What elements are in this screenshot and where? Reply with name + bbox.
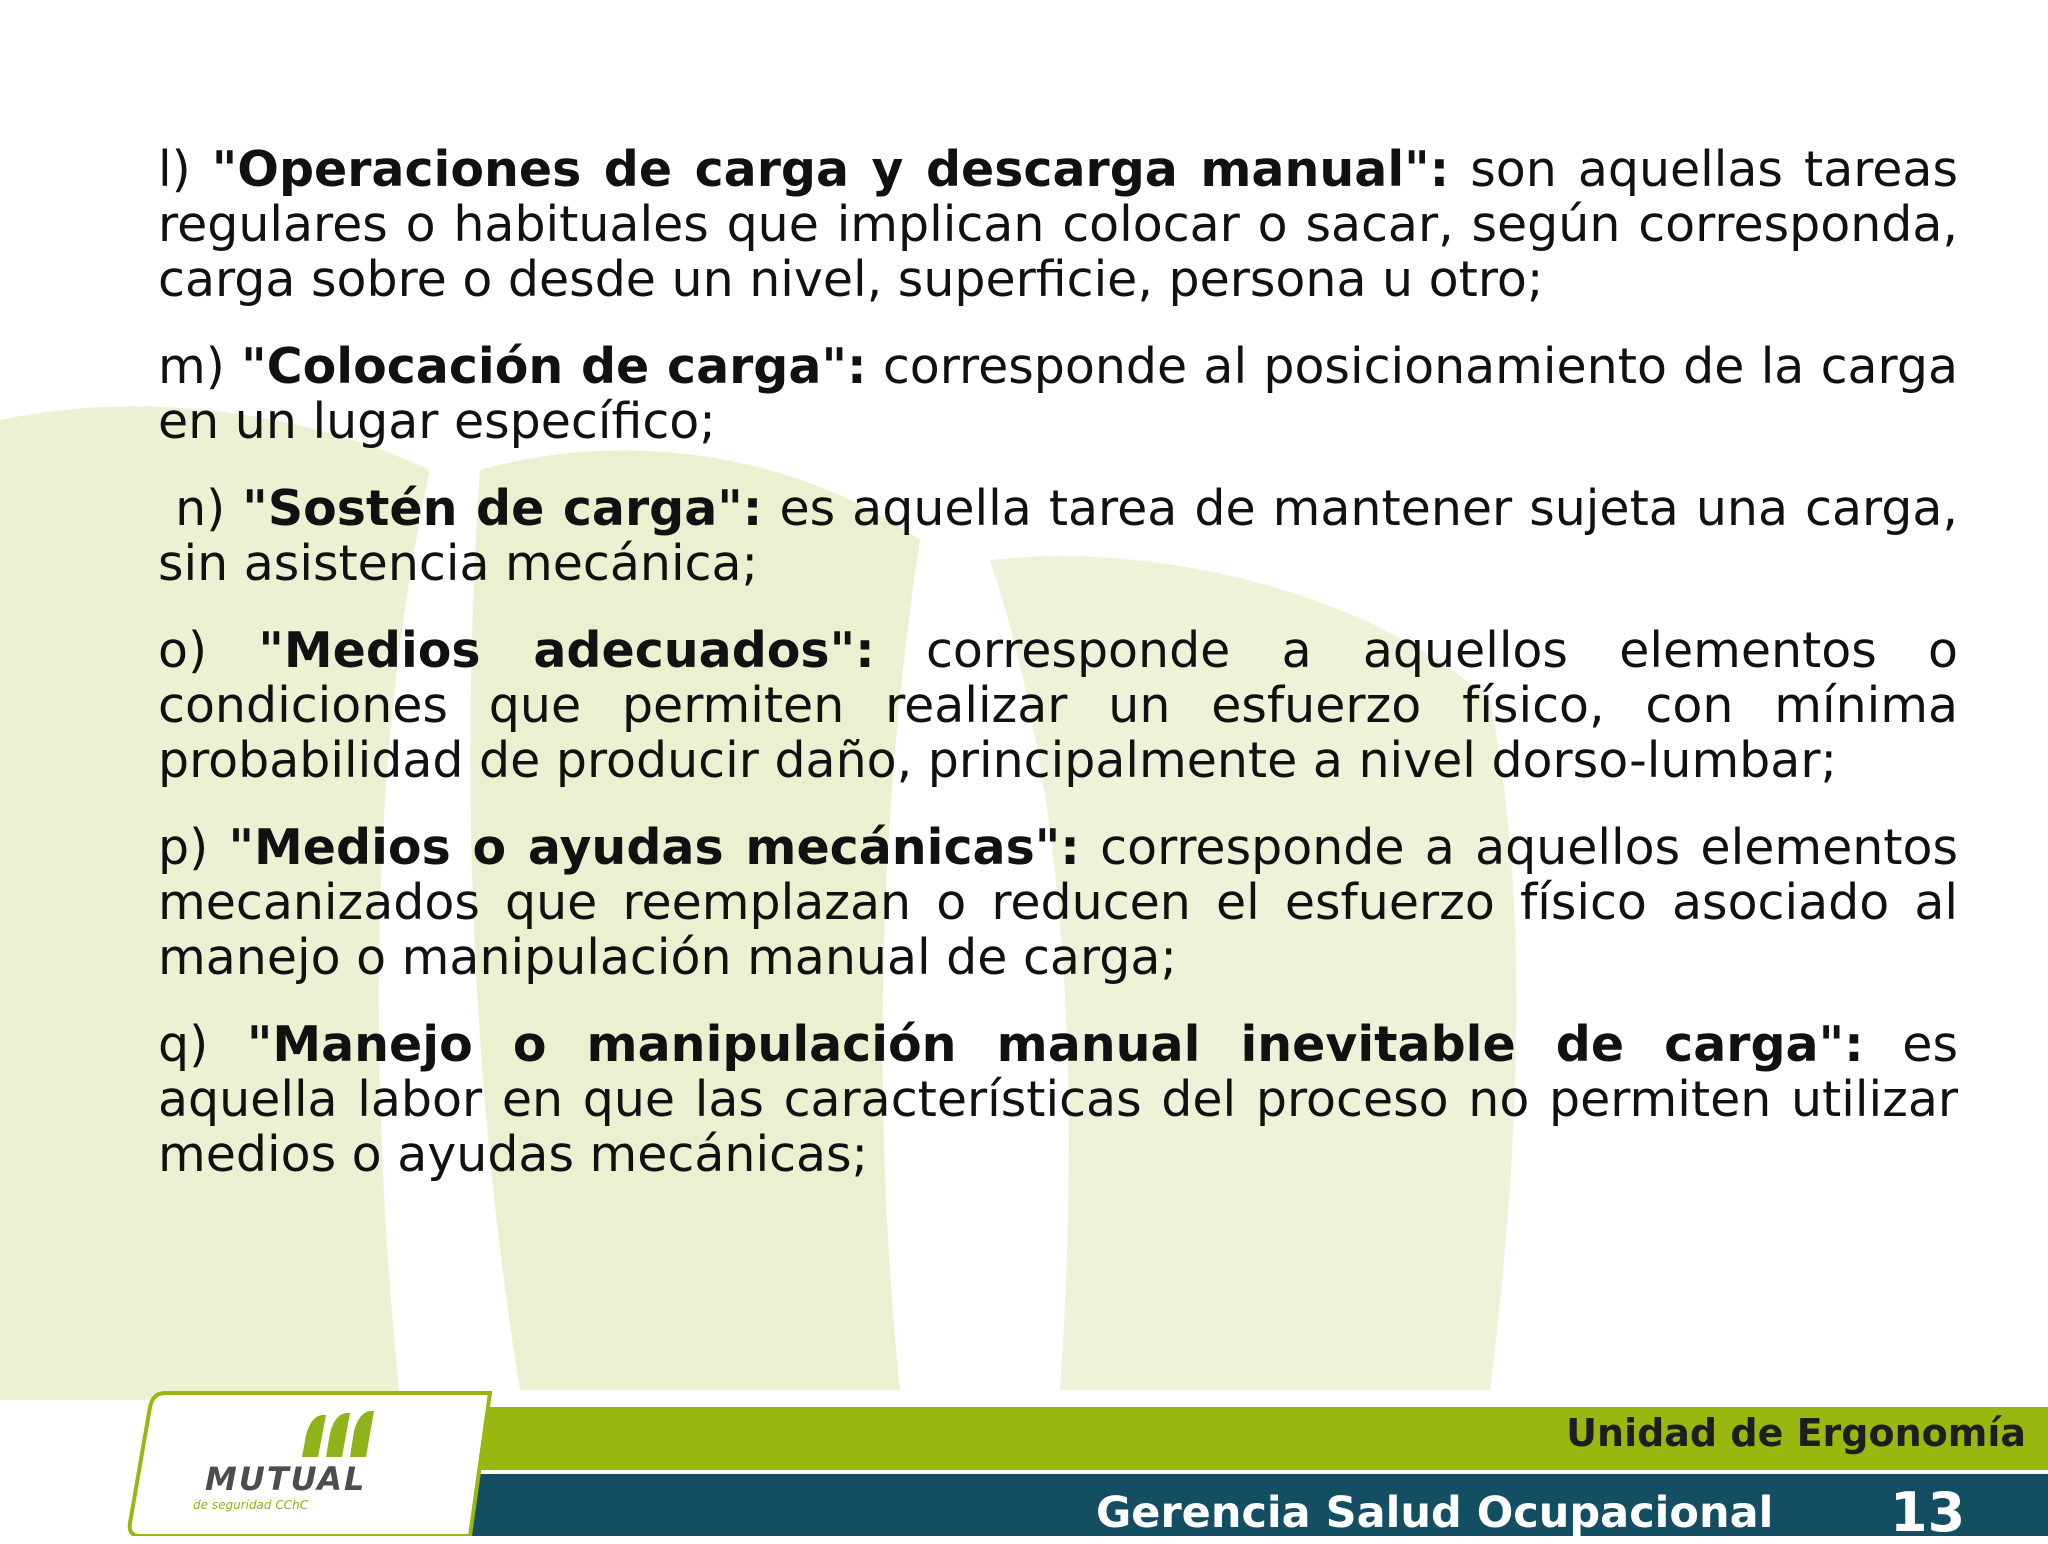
- unit-label: Unidad de Ergonomía: [1566, 1411, 2026, 1455]
- definition-term: "Medios adecuados":: [258, 622, 875, 679]
- definition-text: son aquellas tareas regulares o habituales que implican colocar o sacar, según corresponda, carga sobre o desde un nivel, superficie, persona u otro;: [158, 141, 1958, 308]
- definition-p: [158, 820, 1958, 985]
- logo-tagline: de seguridad CChC: [193, 1498, 309, 1512]
- page-number: 13: [1890, 1481, 1966, 1544]
- footer-white-line: [400, 1470, 2048, 1474]
- definitions-list: [158, 141, 1974, 1214]
- definition-n: [158, 480, 1974, 592]
- definition-term: "Sostén de carga":: [242, 480, 763, 537]
- definition-term: "Colocación de carga":: [241, 338, 867, 395]
- definition-q: [158, 1017, 1958, 1182]
- definition-term: "Operaciones de carga y descarga manual":: [211, 141, 1450, 198]
- definition-term: "Manejo o manipulación manual inevitable de carga":: [246, 1016, 1864, 1073]
- definition-text: es aquella labor en que las características del proceso no permiten utilizar medios o ayudas mecánicas;: [158, 1016, 1958, 1183]
- definition-text: es aquella tarea de mantener sujeta una carga, sin asistencia mecánica;: [158, 480, 1974, 592]
- definition-prefix: m): [158, 338, 242, 395]
- definition-prefix: p): [158, 819, 229, 876]
- definition-text: corresponde a aquellos elementos o condiciones que permiten realizar un esfuerzo físico, con mínima probabilidad de producir daño, principalmente a nivel dorso-lumbar;: [158, 622, 1958, 789]
- logo-wordmark: MUTUAL: [205, 1460, 367, 1498]
- definition-prefix: l): [158, 141, 212, 198]
- definition-term: "Medios o ayudas mecánicas":: [228, 819, 1080, 876]
- definition-prefix: o): [158, 622, 259, 679]
- definition-l: [158, 142, 1958, 307]
- department-label: Gerencia Salud Ocupacional: [1096, 1488, 1774, 1538]
- definition-text: corresponde a aquellos elementos mecanizados que reemplazan o reducen el esfuerzo físico asociado al manejo o manipulación manual de carga;: [158, 819, 1958, 986]
- definition-m: [158, 339, 1958, 449]
- definition-prefix: n): [158, 480, 243, 537]
- definition-text: corresponde al posicionamiento de la carga en un lugar específico;: [158, 338, 1958, 450]
- definition-o: [158, 623, 1958, 788]
- footer-band: [0, 1385, 2048, 1544]
- definition-prefix: q): [158, 1016, 247, 1073]
